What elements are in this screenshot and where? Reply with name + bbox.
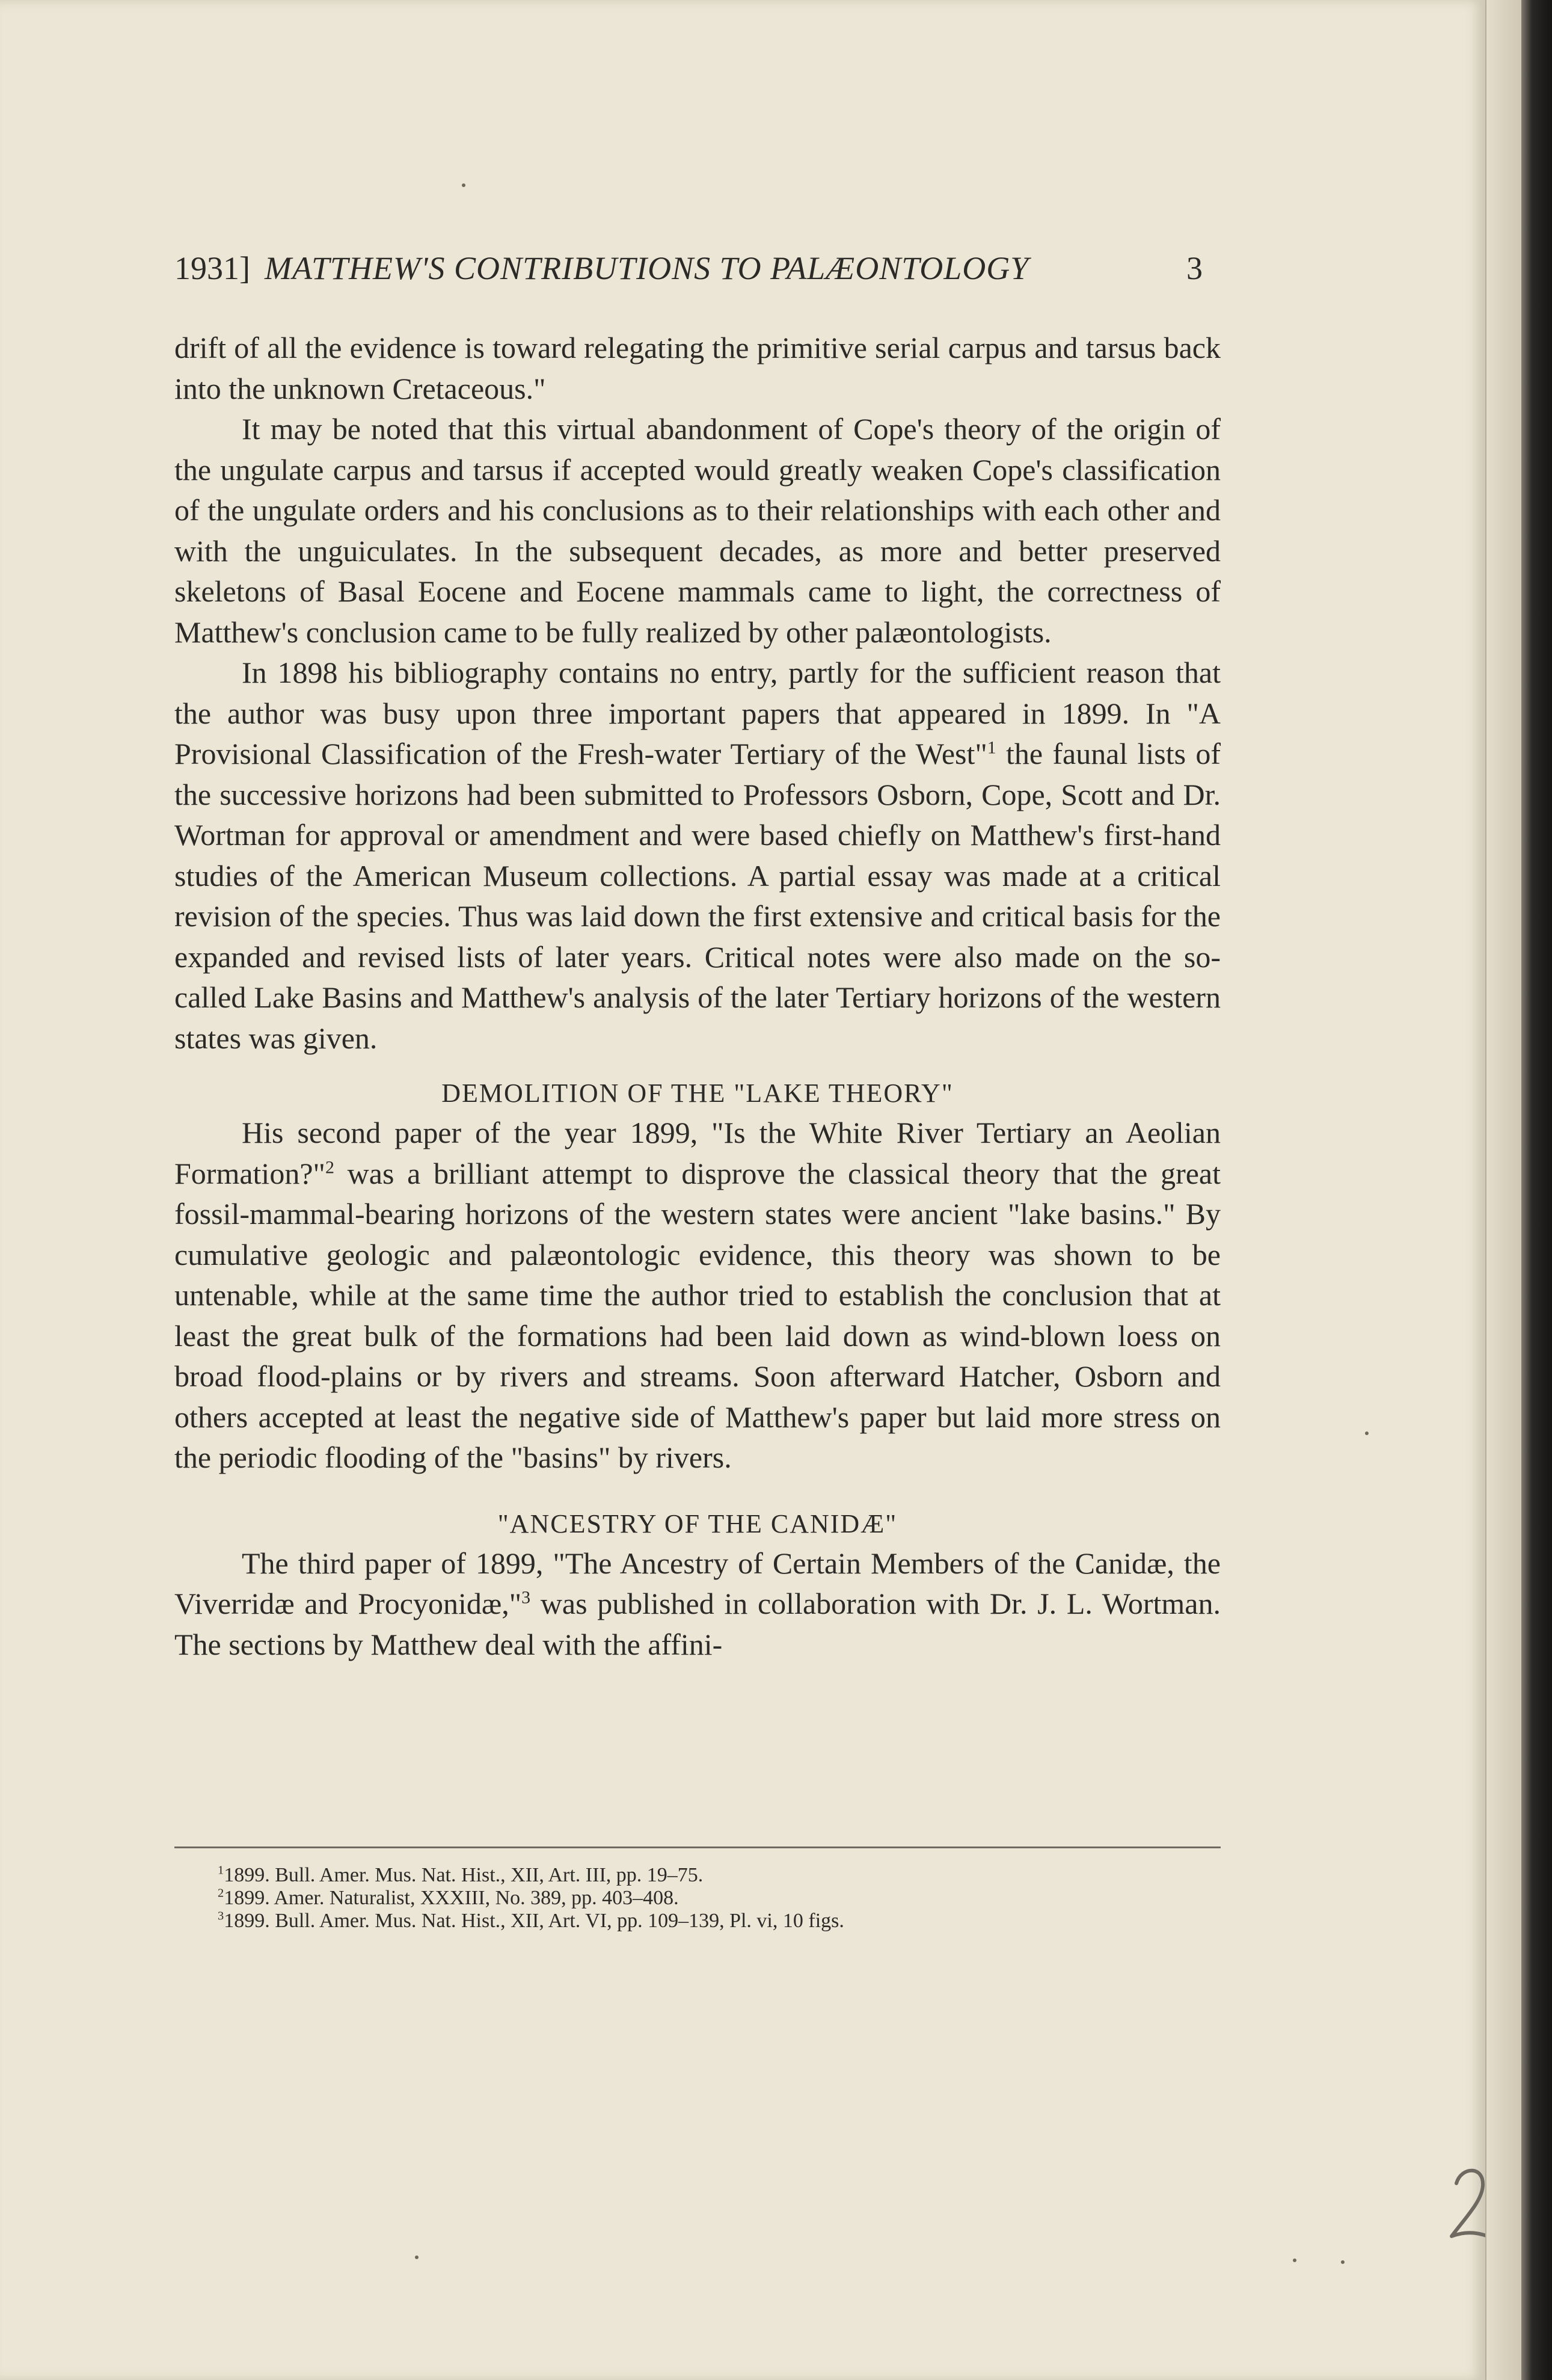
footnote-ref: 3 — [521, 1587, 531, 1608]
footnote-marker: 2 — [218, 1886, 224, 1900]
paragraph-text: In 1898 his bibliography contains no entry, partly for the sufficient reason that the author was busy upon three important papers that appeared in 1899. In "A Provisional Classification of the Fresh-water Tertiary of the West" — [174, 656, 1221, 770]
paragraph-text: His second paper of the year 1899, "Is the White River Tertiary an Aeolian Formation?" — [174, 1116, 1221, 1190]
footnote-marker: 3 — [218, 1909, 224, 1923]
paragraph — [174, 1113, 1221, 1478]
footnote-ref: 1 — [987, 737, 996, 758]
page-number: 3 — [1186, 250, 1203, 286]
paragraph-text: was a brilliant attempt to disprove the classical theory that the great fossil-mammal-bearing horizons of the western states were ancient "lake basins." By cumulative geologic and palæontologic evidence, this theory was shown to be untenable, while at the same time the author tried to establish the conclusion that at least the great bulk of the formations had been laid down as wind-blown loess on broad flood-plains or by rivers and streams. Soon afterward Hatcher, Osborn and others accepted at least the negative side of Matthew's paper but laid more stress on the periodic flooding of the "basins" by rivers. — [174, 1156, 1221, 1474]
footnotes — [174, 1846, 1221, 1933]
paragraph-text: was published in collaboration with Dr. J. L. Wortman. The sections by Matthew deal with the affini- — [174, 1587, 1221, 1661]
footnote-text: 1899. Bull. Amer. Mus. Nat. Hist., XII, Art. VI, pp. 109–139, Pl. vi, 10 figs. — [224, 1910, 844, 1932]
section-heading-canidae: "ANCESTRY OF THE CANIDÆ" — [497, 1508, 898, 1539]
footnote-text: 1899. Bull. Amer. Mus. Nat. Hist., XII, Art. III, pp. 19–75. — [224, 1864, 704, 1886]
footnote-marker: 1 — [218, 1863, 224, 1877]
footnote-text: 1899. Amer. Naturalist, XXXIII, No. 389, pp. 403–408. — [224, 1887, 679, 1909]
paragraph-text: the faunal lists of the successive horizons had been submitted to Professors Osborn, Cope, Scott and Dr. Wortman for approval or amendment and were based chiefly on Matthew's first-hand studies of the American Museum collections. A partial essay was made at a critical revision of the species. Thus was laid down the first extensive and critical basis for the expanded and revised lists of later years. Critical notes were also made on the so-called Lake Basins and Matthew's analysis of the later Tertiary horizons of the western states was given. — [174, 737, 1221, 1055]
page-edge — [1485, 0, 1552, 2380]
footnote — [218, 1864, 1221, 1887]
paper-speck — [462, 183, 465, 187]
paragraph — [174, 1543, 1221, 1665]
paper-speck — [415, 2255, 419, 2259]
page-fold — [1485, 0, 1521, 2380]
paragraph: drift of all the evidence is toward relegating the primitive serial carpus and tarsus back into the unknown Cretaceous." — [174, 331, 1221, 405]
footnote-ref: 2 — [325, 1157, 334, 1177]
paragraph-text: The third paper of 1899, "The Ancestry of Certain Members of the Canidæ, the Viverridæ and Procyonidæ," — [174, 1546, 1221, 1620]
running-header — [174, 250, 1221, 304]
paragraph: It may be noted that this virtual abandonment of Cope's theory of the origin of the ungulate carpus and tarsus if accepted would greatly weaken Cope's classification of the ungulate orders and his conclusions as to their relationships with each other and with the unguiculates. In the subsequent decades, as more and better preserved skeletons of Basal Eocene and Eocene mammals came to light, the correctness of Matthew's conclusion came to be fully realized by other palæontologists. — [174, 412, 1221, 649]
paper-speck — [1365, 1431, 1369, 1435]
footnote — [218, 1910, 1221, 1933]
running-title: MATTHEW'S CONTRIBUTIONS TO PALÆONTOLOGY — [265, 250, 1029, 286]
section-heading-lake-theory: DEMOLITION OF THE "LAKE THEORY" — [441, 1078, 954, 1108]
paper-speck — [1293, 2259, 1296, 2262]
body-text — [174, 328, 1221, 1665]
header-year: 1931] — [174, 250, 250, 286]
footnote — [218, 1887, 1221, 1910]
paper-speck — [1341, 2260, 1345, 2264]
paragraph — [174, 653, 1221, 1059]
